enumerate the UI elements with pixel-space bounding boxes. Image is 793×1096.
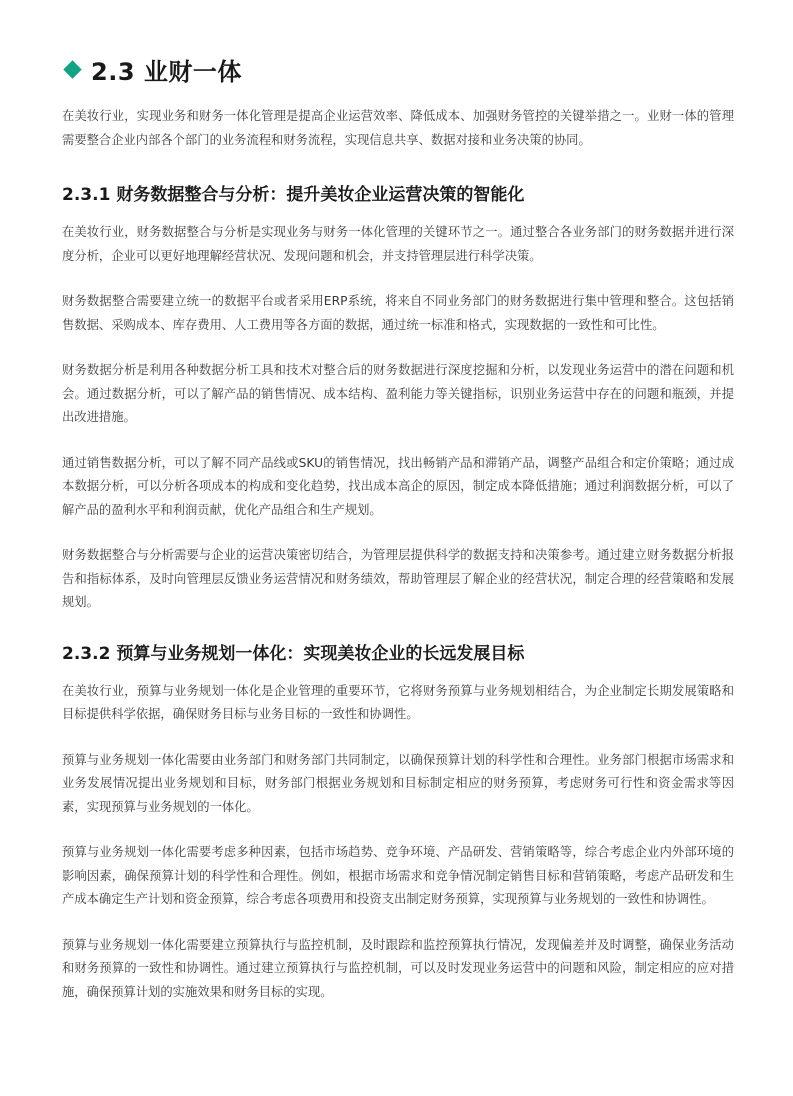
paragraph: 预算与业务规划一体化需要由业务部门和财务部门共同制定，以确保预算计划的科学性和合理性。业务部门根据市场需求和业务发展情况提出业务规划和目标，财务部门根据业务规划和目标制定相应的财务预算，考虑财务可行性和资金需求等因素，实现预算与业务规划的一体化。 xyxy=(62,752,734,814)
section-intro: 在美妆行业，实现业务和财务一体化管理是提高企业运营效率、降低成本、加强财务管控的关键举措之一。业财一体的管理需要整合企业内部各个部门的业务流程和财务流程，实现信息共享、数据对接和业务决策的协同。 xyxy=(62,109,734,147)
paragraph: 通过销售数据分析，可以了解不同产品线或SKU的销售情况，找出畅销产品和滞销产品，调整产品组合和定价策略；通过成本数据分析，可以分析各项成本的构成和变化趋势，找出成本高企的原因，制定成本降低措施；通过利润数据分析，可以了解产品的盈利水平和利润贡献，优化产品组合和生产规划。 xyxy=(62,455,734,517)
section-heading xyxy=(62,54,734,84)
subsection-title-2: 2.3.2 预算与业务规划一体化：实现美妆企业的长远发展目标 xyxy=(62,643,525,664)
paragraph: 在美妆行业，财务数据整合与分析是实现业务与财务一体化管理的关键环节之一。通过整合各业务部门的财务数据并进行深度分析，企业可以更好地理解经营状况、发现问题和机会，并支持管理层进行科学决策。 xyxy=(62,225,734,263)
paragraph: 财务数据整合需要建立统一的数据平台或者采用ERP系统，将来自不同业务部门的财务数据进行集中管理和整合。这包括销售数据、采购成本、库存费用、人工费用等各方面的数据，通过统一标准和格式，实现数据的一致性和可比性。 xyxy=(62,294,734,332)
paragraph: 预算与业务规划一体化需要建立预算执行与监控机制，及时跟踪和监控预算执行情况，发现偏差并及时调整，确保业务活动和财务预算的一致性和协调性。通过建立预算执行与监控机制，可以及时发现业务运营中的问题和风险，制定相应的应对措施，确保预算计划的实施效果和财务目标的实现。 xyxy=(62,937,734,999)
paragraph: 财务数据整合与分析需要与企业的运营决策密切结合，为管理层提供科学的数据支持和决策参考。通过建立财务数据分析报告和指标体系，及时向管理层反馈业务运营情况和财务绩效，帮助管理层了解企业的经营状况，制定合理的经营策略和发展规划。 xyxy=(62,548,734,609)
paragraph: 财务数据分析是利用各种数据分析工具和技术对整合后的财务数据进行深度挖掘和分析，以发现业务运营中的潜在问题和机会。通过数据分析，可以了解产品的销售情况、成本结构、盈利能力等关键指标，识别业务运营中存在的问题和瓶颈，并提出改进措施。 xyxy=(62,363,734,424)
document-page xyxy=(62,54,734,1004)
diamond-bullet-icon xyxy=(63,60,81,78)
subsection-title-1: 2.3.1 财务数据整合与分析：提升美妆企业运营决策的智能化 xyxy=(62,185,525,205)
section-title: 2.3 业财一体 xyxy=(91,57,242,86)
paragraph: 在美妆行业，预算与业务规划一体化是企业管理的重要环节，它将财务预算与业务规划相结合，为企业制定长期发展策略和目标提供科学依据，确保财务目标与业务目标的一致性和协调性。 xyxy=(62,683,734,721)
paragraph: 预算与业务规划一体化需要考虑多种因素，包括市场趋势、竞争环境、产品研发、营销策略等，综合考虑企业内外部环境的影响因素，确保预算计划的科学性和合理性。例如，根据市场需求和竞争情况制定销售目标和营销策略，考虑产品研发和生产成本确定生产计划和资金预算，综合考虑各项费用和投资支出制定财务预算，实现预算与业务规划的一致性和协调性。 xyxy=(62,845,734,906)
